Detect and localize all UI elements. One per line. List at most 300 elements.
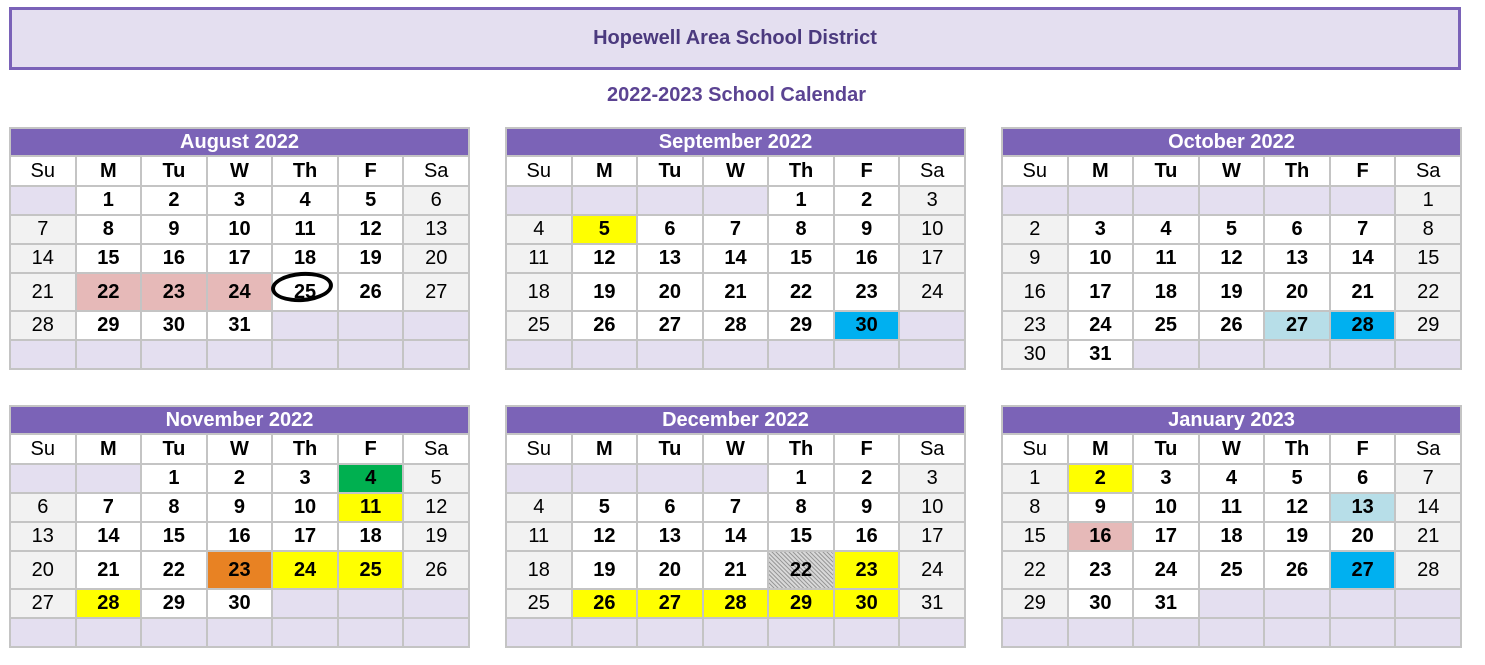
day-cell [142,494,206,521]
day-cell [273,216,337,243]
day-cell [77,494,141,521]
day-number: 25 [527,314,550,336]
day-cell [1331,494,1395,521]
empty-day-cell [339,590,403,617]
day-cell [404,274,468,310]
day-number: 20 [425,247,448,269]
day-cell [208,187,272,214]
day-number: 2 [861,189,873,211]
day-cell [1003,552,1067,588]
day-number: 22 [789,280,813,303]
weekday-header: Su [507,435,571,463]
day-cell [769,245,833,272]
empty-day-cell [1396,590,1460,617]
day-cell [1134,245,1198,272]
empty-day-cell [1134,187,1198,214]
day-cell [339,465,403,492]
weekday-header: M [1069,435,1133,463]
day-number: 21 [97,558,120,581]
weekday-header: Th [769,435,833,463]
day-number: 14 [724,247,747,269]
day-cell [1134,274,1198,310]
empty-day-cell [507,465,571,492]
weekday-header: Su [1003,435,1067,463]
day-number: 29 [1023,592,1046,614]
day-number: 17 [1089,280,1112,303]
weekday-header: Su [1003,157,1067,185]
day-number: 9 [1094,496,1106,518]
day-cell [142,312,206,339]
day-number: 5 [598,496,610,518]
empty-day-cell [273,341,337,368]
day-number: 20 [1285,280,1309,303]
day-cell [835,216,899,243]
day-cell [835,465,899,492]
day-cell [835,494,899,521]
day-cell [339,494,403,521]
day-number: 18 [293,247,317,269]
day-number: 16 [855,247,878,269]
day-number: 14 [724,525,747,547]
day-cell [573,312,637,339]
day-cell [1003,274,1067,310]
day-number: 9 [233,496,246,518]
day-cell [11,312,75,339]
empty-day-cell [11,465,75,492]
day-cell [1134,523,1198,550]
day-number: 30 [1023,343,1046,365]
day-number: 20 [1351,525,1374,547]
weekday-header: M [77,435,141,463]
day-number: 17 [921,247,944,269]
day-number: 22 [97,280,120,303]
weekday-header: Tu [142,435,206,463]
day-cell [273,245,337,272]
day-number: 28 [724,314,747,336]
day-cell [900,245,964,272]
empty-day-cell [507,619,571,646]
weekday-header: Tu [142,157,206,185]
day-number: 11 [294,218,316,240]
day-cell [208,465,272,492]
day-number: 30 [162,314,186,336]
empty-day-cell [1200,341,1264,368]
day-cell [142,590,206,617]
day-number: 11 [528,525,550,547]
day-cell [273,494,337,521]
day-number: 5 [365,189,377,211]
day-number: 2 [861,467,873,489]
day-number: 17 [1154,525,1178,547]
weekday-header: M [573,435,637,463]
day-cell [769,312,833,339]
day-number: 11 [528,247,550,269]
empty-day-cell [638,341,702,368]
month-calendar [505,127,966,370]
day-number: 23 [855,280,878,303]
day-number: 16 [855,525,878,547]
day-number: 9 [1029,247,1041,269]
day-cell [1265,552,1329,588]
day-number: 22 [789,558,813,581]
day-cell [900,187,964,214]
empty-day-cell [704,341,768,368]
day-number: 17 [921,525,944,547]
day-cell [1396,274,1460,310]
day-number: 1 [1029,467,1041,489]
day-number: 12 [1220,247,1243,269]
day-cell [638,494,702,521]
day-cell [1134,494,1198,521]
day-number: 3 [299,467,311,489]
day-number: 13 [658,247,682,269]
empty-day-cell [835,341,899,368]
day-number: 16 [1089,525,1112,547]
day-cell [142,216,206,243]
empty-day-cell [11,187,75,214]
day-cell [900,465,964,492]
day-cell [1396,216,1460,243]
empty-day-cell [573,187,637,214]
day-number: 24 [228,280,251,303]
empty-day-cell [1331,619,1395,646]
empty-day-cell [404,590,468,617]
empty-day-cell [900,341,964,368]
day-cell [1069,312,1133,339]
day-number: 6 [430,189,442,211]
day-number: 14 [31,247,54,269]
day-cell [208,274,272,310]
day-cell [208,523,272,550]
day-cell [1396,187,1460,214]
day-cell [1003,341,1067,368]
day-number: 2 [168,189,180,211]
empty-day-cell [11,341,75,368]
day-cell [507,523,571,550]
day-cell [900,274,964,310]
day-number: 3 [926,467,938,489]
day-cell [1069,590,1133,617]
empty-day-cell [77,341,141,368]
day-number: 26 [593,314,616,336]
day-number: 21 [31,280,54,303]
day-number: 20 [658,558,682,581]
day-number: 11 [1220,496,1243,518]
day-cell [507,245,571,272]
day-number: 6 [1357,467,1369,489]
day-number: 1 [168,467,180,489]
day-cell [273,274,337,310]
day-number: 14 [97,525,120,547]
day-number: 9 [861,218,873,240]
day-number: 24 [921,280,944,303]
day-number: 27 [31,592,54,614]
day-number: 26 [1220,314,1243,336]
day-number: 16 [162,247,186,269]
day-cell [704,590,768,617]
day-number: 28 [1417,558,1440,581]
day-number: 3 [1094,218,1106,240]
day-number: 15 [789,247,813,269]
day-number: 25 [527,592,550,614]
day-cell [1069,523,1133,550]
weekday-header: Sa [1396,435,1460,463]
day-number: 26 [359,280,382,303]
day-cell [1200,216,1264,243]
day-cell [507,312,571,339]
day-number: 19 [1285,525,1309,547]
day-cell [769,523,833,550]
day-number: 22 [1023,558,1046,581]
day-cell [507,216,571,243]
day-cell [1003,312,1067,339]
empty-day-cell [573,465,637,492]
day-cell [769,216,833,243]
day-number: 22 [162,558,186,581]
weekday-header: Tu [638,157,702,185]
day-number: 19 [593,280,616,303]
day-cell [77,245,141,272]
day-cell [835,245,899,272]
day-number: 22 [1417,280,1440,303]
day-number: 26 [1285,558,1309,581]
day-number: 15 [1023,525,1046,547]
month-title: December 2022 [507,407,964,433]
day-number: 29 [1417,314,1440,336]
day-cell [77,312,141,339]
day-number: 10 [228,218,251,240]
month-title: October 2022 [1003,129,1460,155]
day-number: 24 [921,558,944,581]
day-number: 23 [1023,314,1046,336]
empty-day-cell [404,619,468,646]
weekday-header: Th [1265,435,1329,463]
day-cell [404,465,468,492]
day-cell [1003,523,1067,550]
day-cell [208,590,272,617]
day-cell [835,312,899,339]
day-number: 31 [1089,343,1112,365]
empty-day-cell [704,187,768,214]
day-cell [1265,312,1329,339]
month-calendar [9,127,470,370]
day-cell [208,312,272,339]
day-number: 19 [593,558,616,581]
day-number: 13 [1351,496,1374,518]
day-number: 7 [102,496,114,518]
day-number: 18 [359,525,382,547]
weekday-header: Su [11,157,75,185]
empty-day-cell [507,187,571,214]
empty-day-cell [273,619,337,646]
day-number: 27 [1285,314,1309,336]
day-cell [273,552,337,588]
day-number: 23 [228,558,251,581]
district-title: Hopewell Area School District [593,27,877,49]
district-title-banner [9,7,1461,70]
weekday-header: Sa [900,435,964,463]
day-number: 30 [1089,592,1112,614]
day-cell [11,552,75,588]
empty-day-cell [1265,619,1329,646]
day-cell [1134,552,1198,588]
month-grid [11,435,468,646]
day-number: 14 [1351,247,1374,269]
day-number: 8 [1029,496,1041,518]
empty-day-cell [1003,619,1067,646]
day-cell [1265,274,1329,310]
day-cell [1134,590,1198,617]
day-cell [208,494,272,521]
day-number: 13 [31,525,54,547]
day-cell [1331,312,1395,339]
day-cell [77,552,141,588]
day-cell [339,187,403,214]
weekday-header: M [1069,157,1133,185]
day-number: 7 [37,218,49,240]
day-number: 16 [1023,280,1046,303]
day-cell [11,590,75,617]
month-grid [507,157,964,368]
empty-day-cell [1396,619,1460,646]
day-cell [835,274,899,310]
day-number: 2 [233,467,246,489]
empty-day-cell [339,341,403,368]
day-cell [1200,274,1264,310]
day-number: 16 [228,525,251,547]
day-number: 29 [97,314,120,336]
day-number: 26 [425,558,448,581]
day-number: 20 [31,558,54,581]
day-cell [404,494,468,521]
day-cell [769,590,833,617]
day-number: 21 [1417,525,1440,547]
day-number: 10 [921,218,944,240]
day-cell [339,552,403,588]
day-cell [638,590,702,617]
day-number: 28 [97,592,120,614]
day-number: 17 [228,247,251,269]
day-cell [142,552,206,588]
day-cell [573,552,637,588]
day-cell [1396,494,1460,521]
day-number: 4 [299,189,311,211]
day-cell [404,187,468,214]
day-cell [1003,494,1067,521]
day-cell [573,523,637,550]
empty-day-cell [1396,341,1460,368]
day-number: 15 [789,525,813,547]
day-number: 25 [359,558,382,581]
day-number: 21 [1351,280,1374,303]
day-cell [208,216,272,243]
day-number: 6 [664,218,676,240]
day-number: 1 [795,189,807,211]
day-cell [1331,216,1395,243]
weekday-header: Sa [1396,157,1460,185]
day-cell [1003,465,1067,492]
day-number: 5 [1291,467,1303,489]
day-cell [1331,245,1395,272]
weekday-header: W [1200,157,1264,185]
day-cell [142,465,206,492]
day-cell [507,590,571,617]
empty-day-cell [142,341,206,368]
day-cell [900,590,964,617]
day-number: 4 [365,467,377,489]
day-number: 4 [1225,467,1238,489]
month-title: January 2023 [1003,407,1460,433]
weekday-header: F [835,157,899,185]
day-number: 25 [293,280,317,303]
day-cell [1396,552,1460,588]
day-number: 15 [97,247,120,269]
month-calendar [9,405,470,648]
empty-day-cell [1200,590,1264,617]
weekday-header: M [573,157,637,185]
day-number: 9 [168,218,180,240]
day-number: 8 [102,218,114,240]
day-cell [573,494,637,521]
day-cell [1265,245,1329,272]
day-cell [704,494,768,521]
month-calendar [505,405,966,648]
day-cell [208,552,272,588]
month-calendar [1001,405,1462,648]
day-number: 1 [1422,189,1434,211]
day-cell [339,245,403,272]
day-number: 30 [855,314,878,336]
empty-day-cell [404,341,468,368]
empty-day-cell [77,465,141,492]
day-number: 7 [1422,467,1434,489]
day-cell [77,590,141,617]
day-number: 18 [1154,280,1178,303]
day-cell [900,494,964,521]
day-cell [273,465,337,492]
empty-day-cell [835,619,899,646]
day-cell [404,216,468,243]
day-number: 3 [233,189,246,211]
day-number: 11 [1155,247,1177,269]
day-number: 4 [1160,218,1172,240]
weekday-header: F [835,435,899,463]
day-number: 13 [1285,247,1309,269]
empty-day-cell [1331,590,1395,617]
day-cell [1396,523,1460,550]
day-number: 28 [31,314,54,336]
day-cell [1396,465,1460,492]
day-number: 9 [861,496,873,518]
empty-day-cell [704,465,768,492]
day-cell [573,590,637,617]
day-cell [769,465,833,492]
weekday-header: W [1200,435,1264,463]
empty-day-cell [507,341,571,368]
day-cell [507,552,571,588]
day-number: 17 [293,525,317,547]
day-number: 26 [593,592,616,614]
day-number: 8 [795,218,807,240]
day-cell [11,494,75,521]
day-cell [339,523,403,550]
day-number: 18 [527,280,550,303]
day-cell [273,187,337,214]
day-number: 5 [598,218,610,240]
day-number: 3 [1160,467,1172,489]
day-cell [769,187,833,214]
weekday-header: M [77,157,141,185]
